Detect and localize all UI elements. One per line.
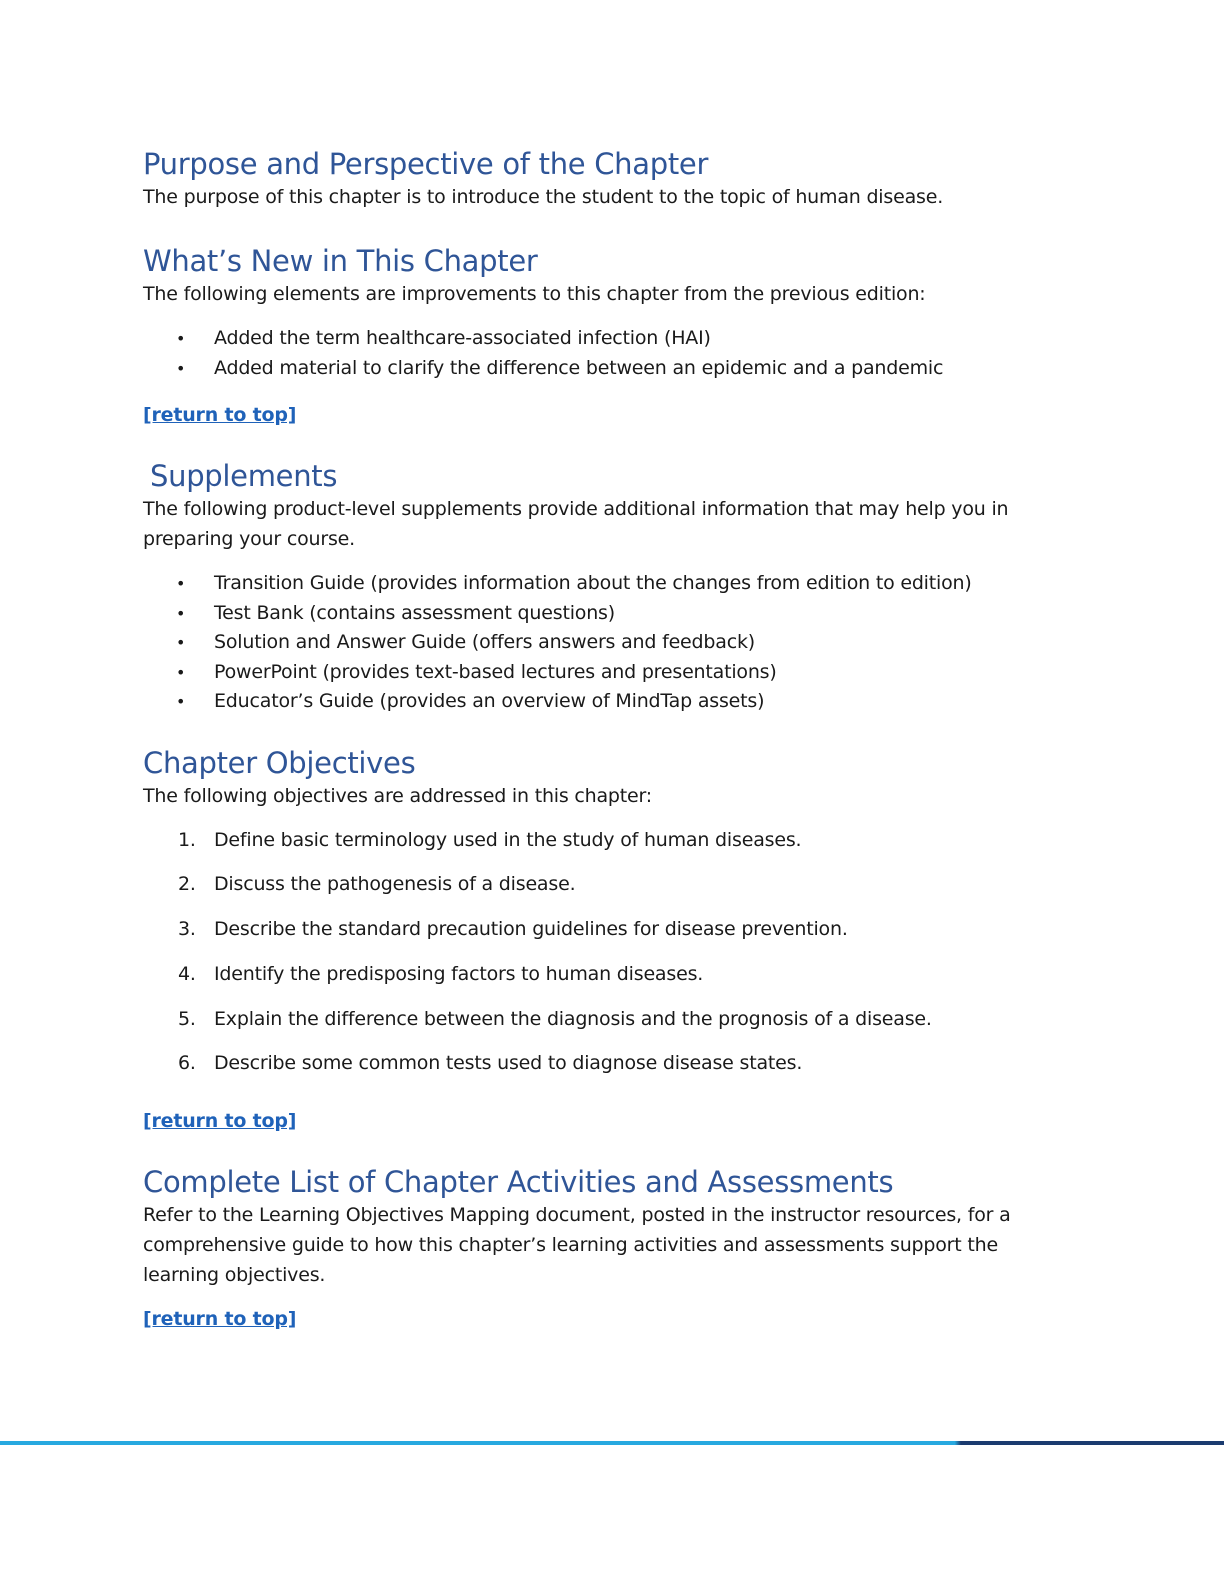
whats-new-list — [143, 324, 1083, 383]
objective-item — [143, 870, 1083, 900]
bullet-icon: • — [176, 574, 186, 593]
objective-item — [143, 826, 1083, 856]
bullet-icon: • — [176, 692, 186, 711]
activities-text: Refer to the Learning Objectives Mapping document, posted in the instructor resources, for a comprehensive guide to how this chapter’s learning activities and assessments support the learning objectives. — [143, 1204, 1011, 1287]
list-item — [143, 324, 1083, 354]
return-to-top-link[interactable]: [return to top] — [143, 404, 297, 426]
objective-item — [143, 915, 1083, 945]
objective-item — [143, 960, 1083, 990]
list-item — [143, 354, 1083, 384]
list-item — [143, 628, 1083, 658]
return-to-top-link[interactable]: [return to top] — [143, 1308, 297, 1331]
return-to-top-link[interactable]: [return to top] — [143, 1110, 297, 1133]
objective-text: Identify the predisposing factors to human diseases. — [214, 962, 704, 985]
objective-text: Describe some common tests used to diagnose disease states. — [214, 1052, 803, 1075]
objectives-list — [143, 826, 1083, 1079]
list-item — [143, 658, 1083, 688]
whats-new-intro: The following elements are improvements to this chapter from the previous edition: — [143, 283, 926, 305]
list-item-text: Test Bank (contains assessment questions) — [214, 601, 615, 624]
objective-text: Explain the difference between the diagnosis and the prognosis of a disease. — [214, 1007, 932, 1030]
heading-purpose: Purpose and Perspective of the Chapter — [143, 147, 709, 181]
supplements-list — [143, 569, 1083, 717]
objective-number: 6. — [178, 1052, 196, 1075]
bullet-icon: • — [176, 329, 186, 348]
bullet-icon: • — [176, 633, 186, 652]
supplements-intro: The following product-level supplements provide additional information that may help you in preparing your course. — [143, 498, 1009, 550]
list-item — [143, 569, 1083, 599]
heading-activities: Complete List of Chapter Activities and Assessments — [143, 1165, 894, 1200]
list-item-text: Added material to clarify the difference between an epidemic and a pandemic — [214, 356, 944, 379]
heading-supplements: Supplements — [150, 459, 338, 493]
list-item-text: Transition Guide (provides information about the changes from edition to edition) — [214, 572, 972, 594]
objective-number: 3. — [178, 918, 196, 941]
heading-whats-new: What’s New in This Chapter — [143, 244, 538, 278]
objective-text: Define basic terminology used in the study of human diseases. — [214, 828, 802, 851]
objectives-intro: The following objectives are addressed in this chapter: — [143, 784, 653, 807]
bullet-icon: • — [176, 358, 186, 378]
list-item — [143, 687, 1083, 717]
objective-number: 1. — [178, 828, 196, 851]
objective-number: 5. — [178, 1007, 196, 1030]
objective-number: 2. — [178, 873, 196, 896]
bullet-icon: • — [176, 603, 186, 623]
objective-text: Describe the standard precaution guidelines for disease prevention. — [214, 918, 848, 941]
bullet-icon: • — [176, 662, 186, 682]
objective-text: Discuss the pathogenesis of a disease. — [214, 873, 576, 896]
list-item-text: Educator’s Guide (provides an overview of MindTap assets) — [214, 690, 765, 712]
objective-number: 4. — [178, 962, 196, 985]
heading-objectives: Chapter Objectives — [143, 745, 416, 780]
list-item-text: Solution and Answer Guide (offers answers and feedback) — [214, 631, 755, 653]
list-item-text: PowerPoint (provides text-based lectures and presentations) — [214, 660, 777, 683]
objective-item — [143, 1005, 1083, 1035]
list-item-text: Added the term healthcare-associated infection (HAI) — [214, 327, 711, 349]
purpose-text: The purpose of this chapter is to introduce the student to the topic of human disease. — [143, 186, 944, 208]
footer-divider — [0, 1441, 1224, 1445]
objective-item — [143, 1049, 1083, 1079]
document-page — [143, 140, 1083, 1333]
list-item — [143, 599, 1083, 629]
